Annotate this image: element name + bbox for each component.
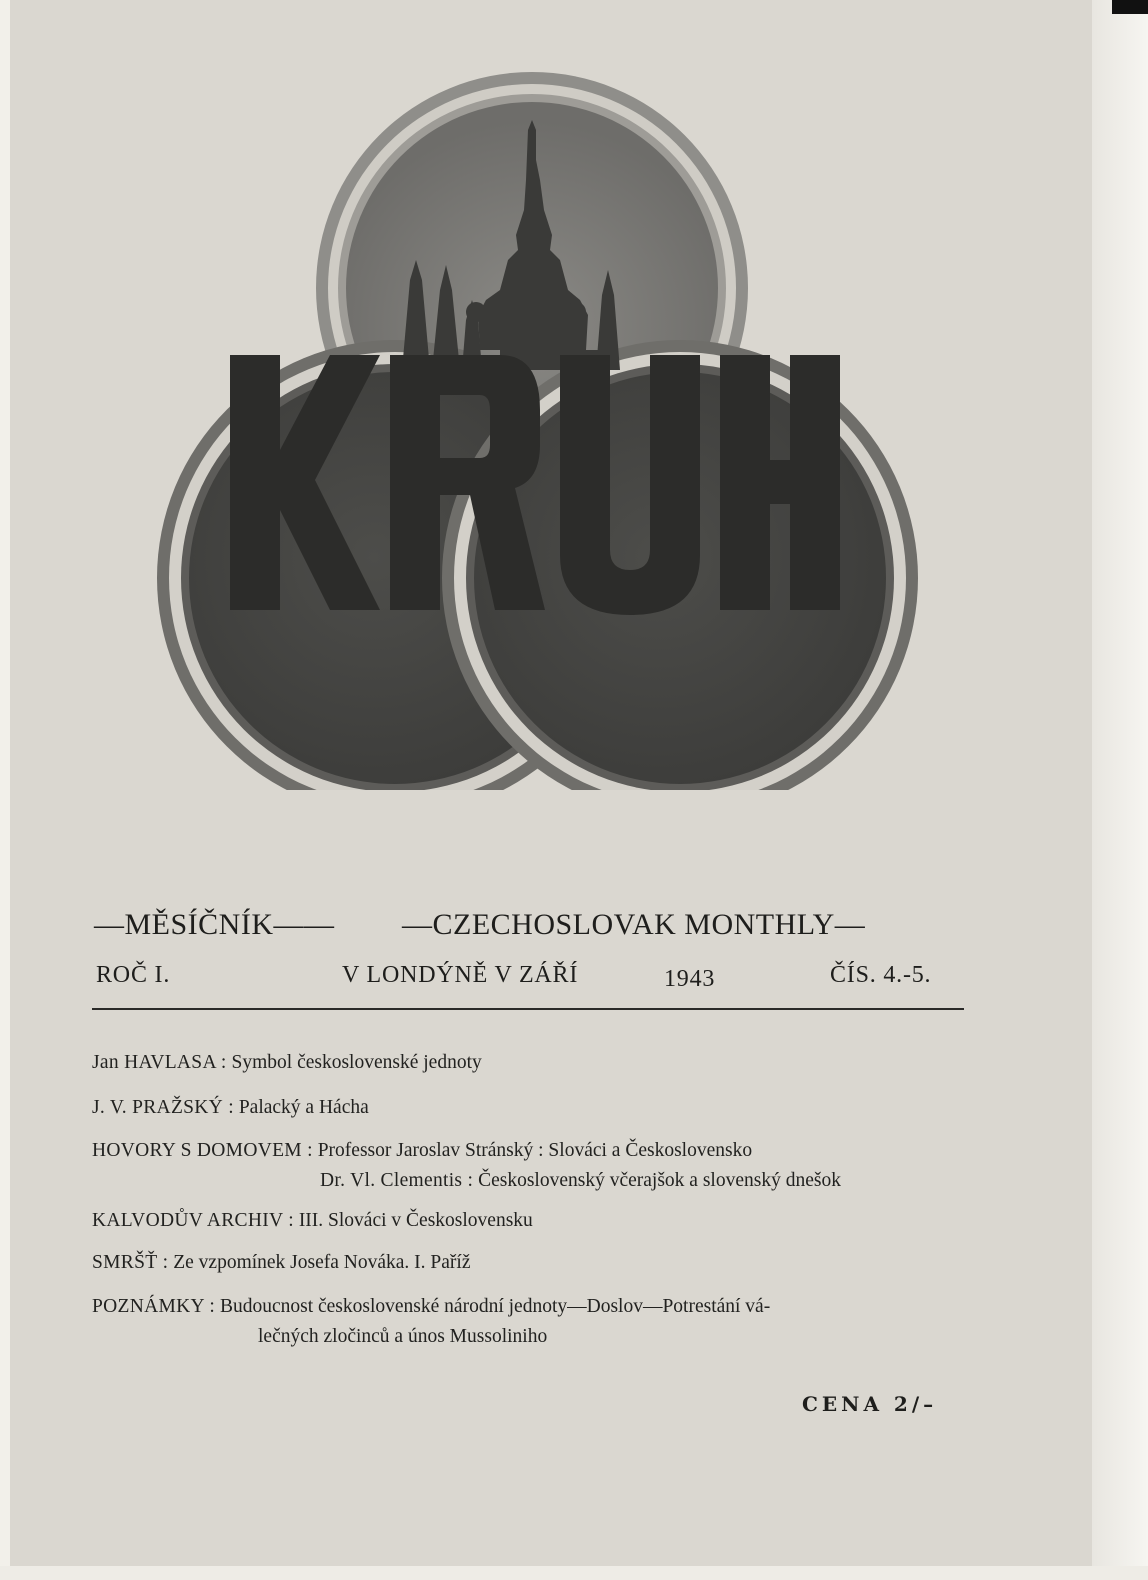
- toc-entry: [92, 1140, 752, 1162]
- toc-entry: [92, 1210, 533, 1232]
- toc-title: Palacký a Hácha: [238, 1097, 369, 1118]
- toc-title: Symbol československé jednoty: [231, 1052, 482, 1073]
- toc-author: Dr. Vl. Clementis :: [320, 1170, 474, 1191]
- corner-mark: [1112, 0, 1148, 14]
- toc-author: SMRŠŤ :: [92, 1252, 169, 1273]
- toc-author: Jan HAVLASA :: [92, 1052, 227, 1073]
- kruh-logo: [140, 50, 940, 790]
- issue-number: ČÍS. 4.-5.: [830, 962, 932, 988]
- toc-entry: [258, 1326, 547, 1348]
- toc-entry: [92, 1252, 471, 1274]
- toc-title: Československý včerajšok a slovenský dnešok: [478, 1170, 841, 1191]
- price-label: CENA 2/–: [802, 1392, 938, 1416]
- toc-entry: [92, 1097, 369, 1119]
- volume-label: ROČ I.: [96, 962, 171, 988]
- masthead-czech-title: —MĚSÍČNÍK——: [94, 908, 335, 941]
- toc-entry: [92, 1296, 770, 1318]
- toc-author: POZNÁMKY :: [92, 1296, 216, 1317]
- bottom-strip: [0, 1566, 1148, 1580]
- toc-author: J. V. PRAŽSKÝ :: [92, 1097, 234, 1118]
- toc-title: III. Slováci v Československu: [298, 1210, 533, 1231]
- toc-title: lečných zločinců a únos Mussoliniho: [258, 1326, 548, 1347]
- toc-title: Ze vzpomínek Josefa Nováka. I. Paříž: [173, 1252, 471, 1273]
- place-date: V LONDÝNĚ V ZÁŘÍ: [342, 962, 579, 988]
- masthead-english-title: —CZECHOSLOVAK MONTHLY—: [402, 908, 866, 941]
- toc-author: HOVORY S DOMOVEM :: [92, 1140, 313, 1161]
- page-edge: [1092, 0, 1148, 1580]
- toc-entry: [92, 1052, 482, 1074]
- rule-divider: [92, 1008, 964, 1010]
- toc-title: Budoucnost československé národní jednoty—Doslov—Potrestání vá-: [219, 1296, 771, 1317]
- toc-entry: [320, 1170, 841, 1192]
- issue-year: 1943: [664, 966, 716, 992]
- toc-title: Professor Jaroslav Stránský : Slováci a Československo: [317, 1140, 753, 1161]
- toc-author: KALVODŮV ARCHIV :: [92, 1210, 294, 1231]
